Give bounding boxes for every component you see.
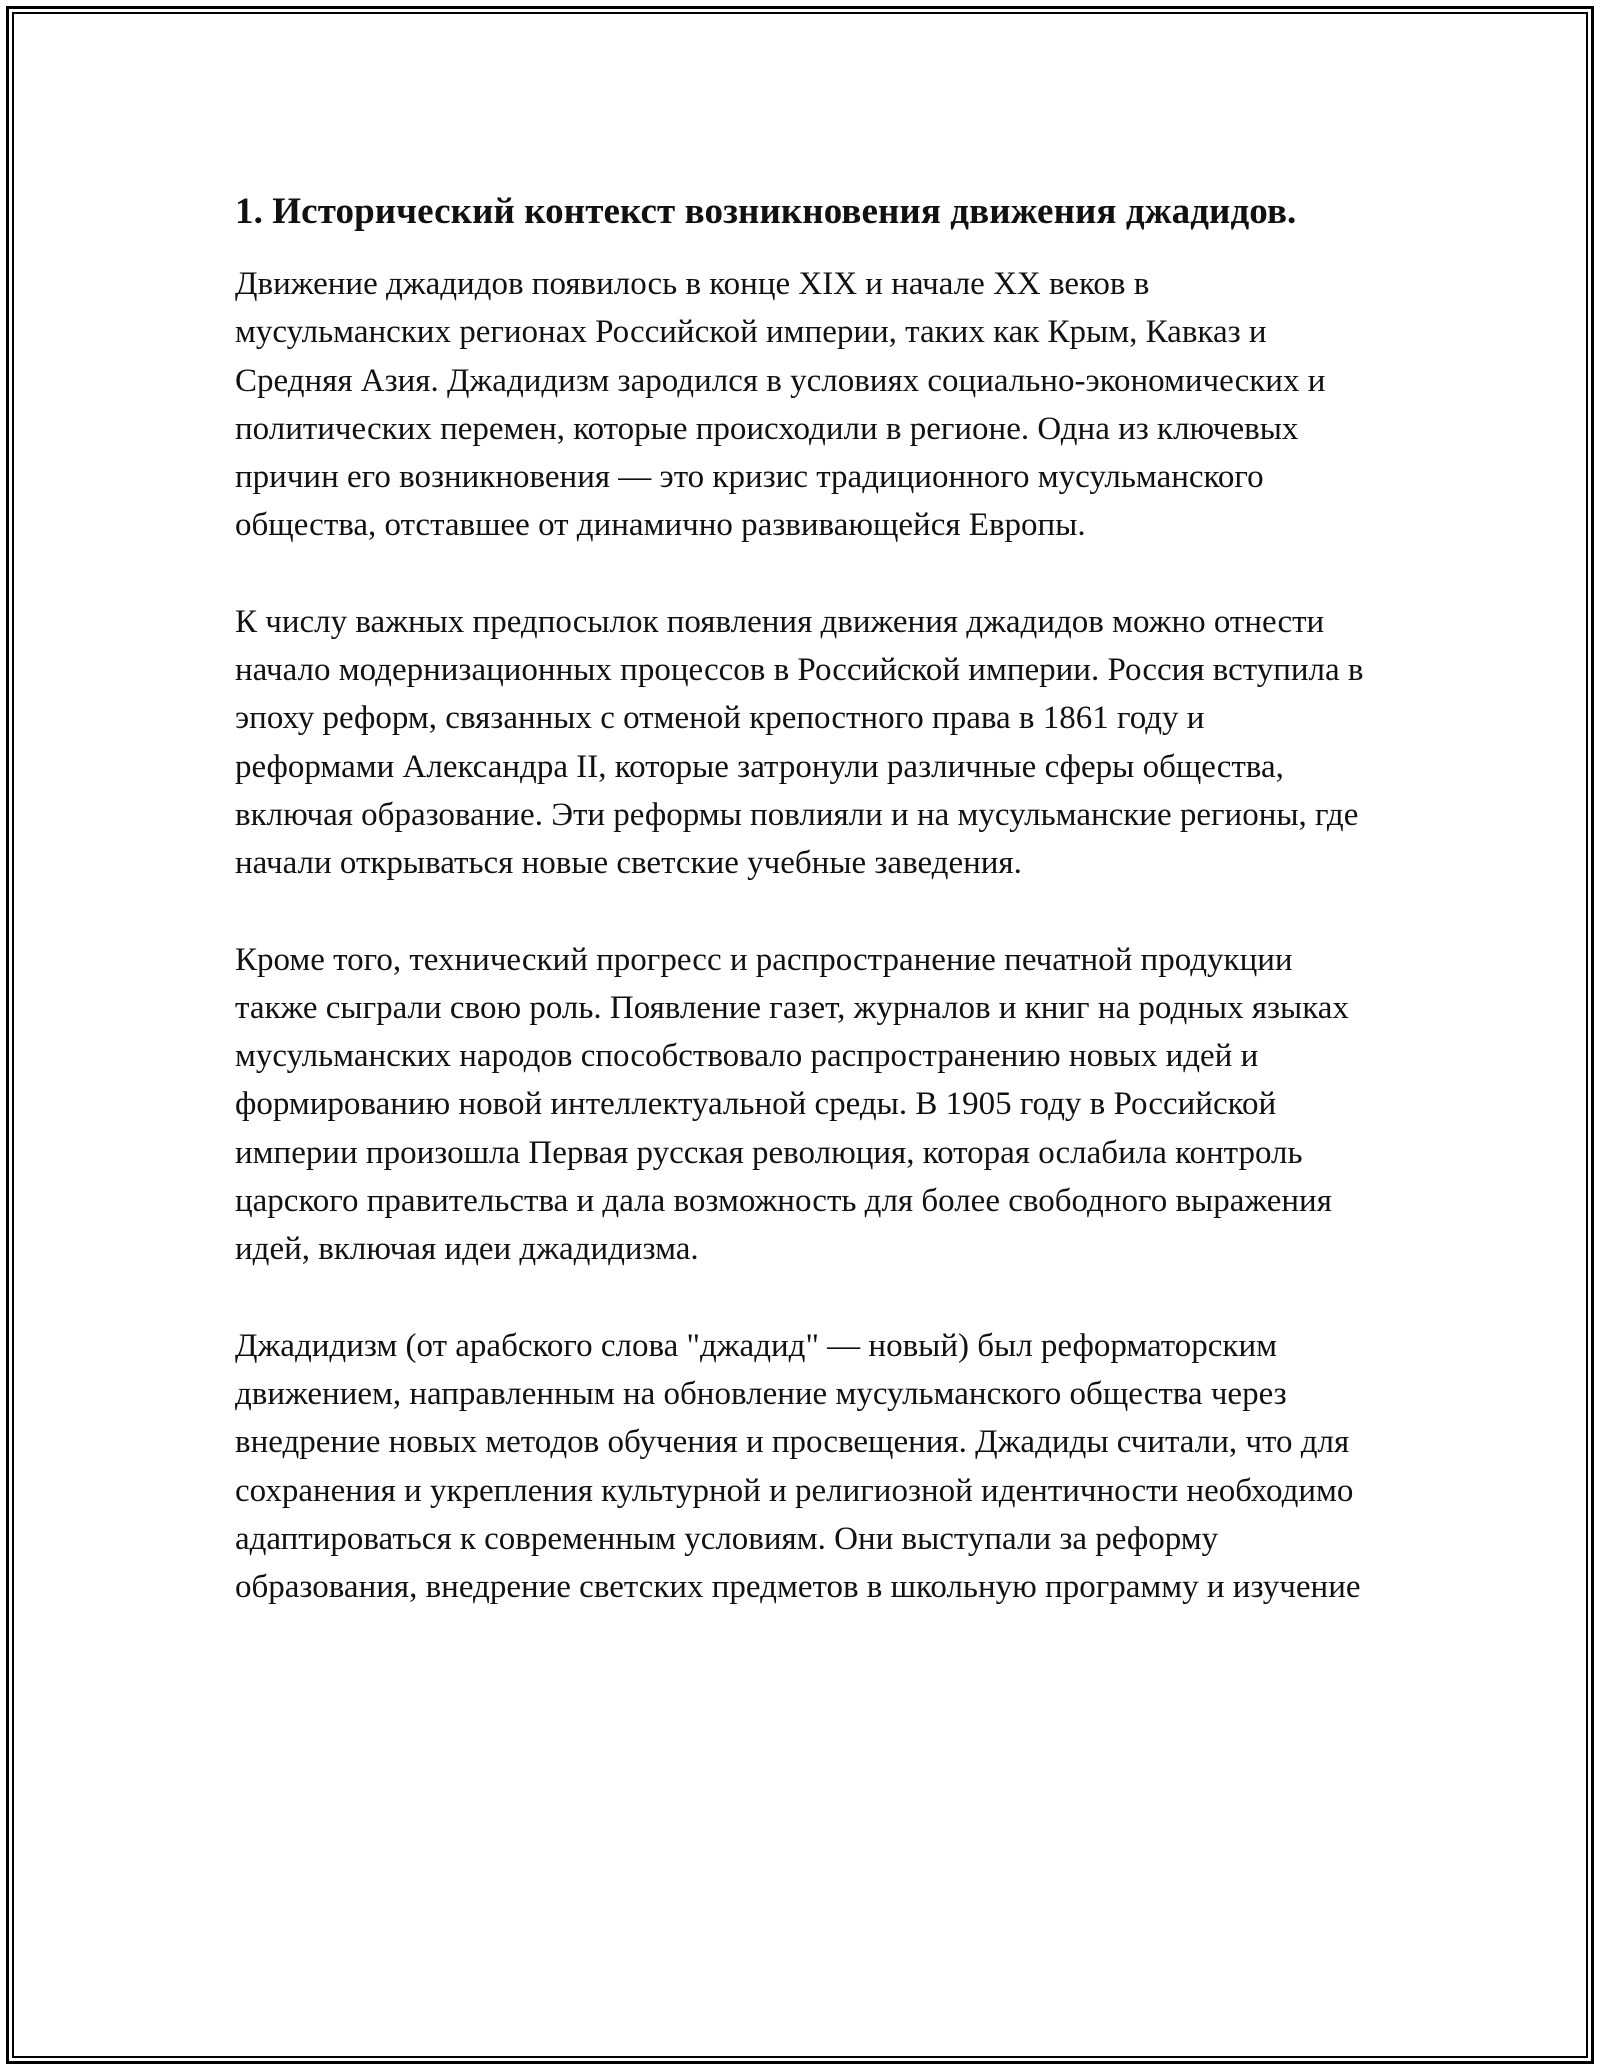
document-body — [235, 188, 1365, 1659]
paragraph-4: Джадидизм (от арабского слова "джадид" — новый) был реформаторским движением, направленным на обновление мусульманского общества через внедрение новых методов обучения и просвещения. Джадиды считали, что для сохранения и укрепления культурной и религиозной идентичности необходимо адаптироваться к современным условиям. Они выступали за реформу образования, внедрение светских предметов в школьную программу и изучение — [235, 1327, 1361, 1606]
paragraph-1: Движение джадидов появилось в конце XIX и начале XX веков в мусульманских регионах Российской империи, таких как Крым, Кавказ и Средняя Азия. Джадидизм зародился в условиях социально-экономических и политических перемен, которые происходили в регионе. Одна из ключевых причин его возникновения — это кризис традиционного мусульманского общества, отставшее от динамично развивающейся Европы. — [235, 266, 1326, 544]
paragraph-2: К числу важных предпосылок появления движения джадидов можно отнести начало модернизационных процессов в Российской империи. Россия вступила в эпоху реформ, связанных с отменой крепостного права в 1861 году и реформами Александра II, которые затронули различные сферы общества, включая образование. Эти реформы повлияли и на мусульманские регионы, где начали открываться новые светские учебные заведения. — [235, 603, 1364, 882]
paragraph-3: Кроме того, технический прогресс и распространение печатной продукции также сыграли свою роль. Появление газет, журналов и книг на родных языках мусульманских народов способствовало распространению новых идей и формированию новой интеллектуальной среды. В 1905 году в Российской империи произошла Первая русская революция, которая ослабила контроль царского правительства и дала возможность для более свободного выражения идей, включая идеи джадидизма. — [235, 941, 1349, 1268]
section-heading: 1. Исторический контекст возникновения движения джадидов. — [235, 191, 1297, 232]
